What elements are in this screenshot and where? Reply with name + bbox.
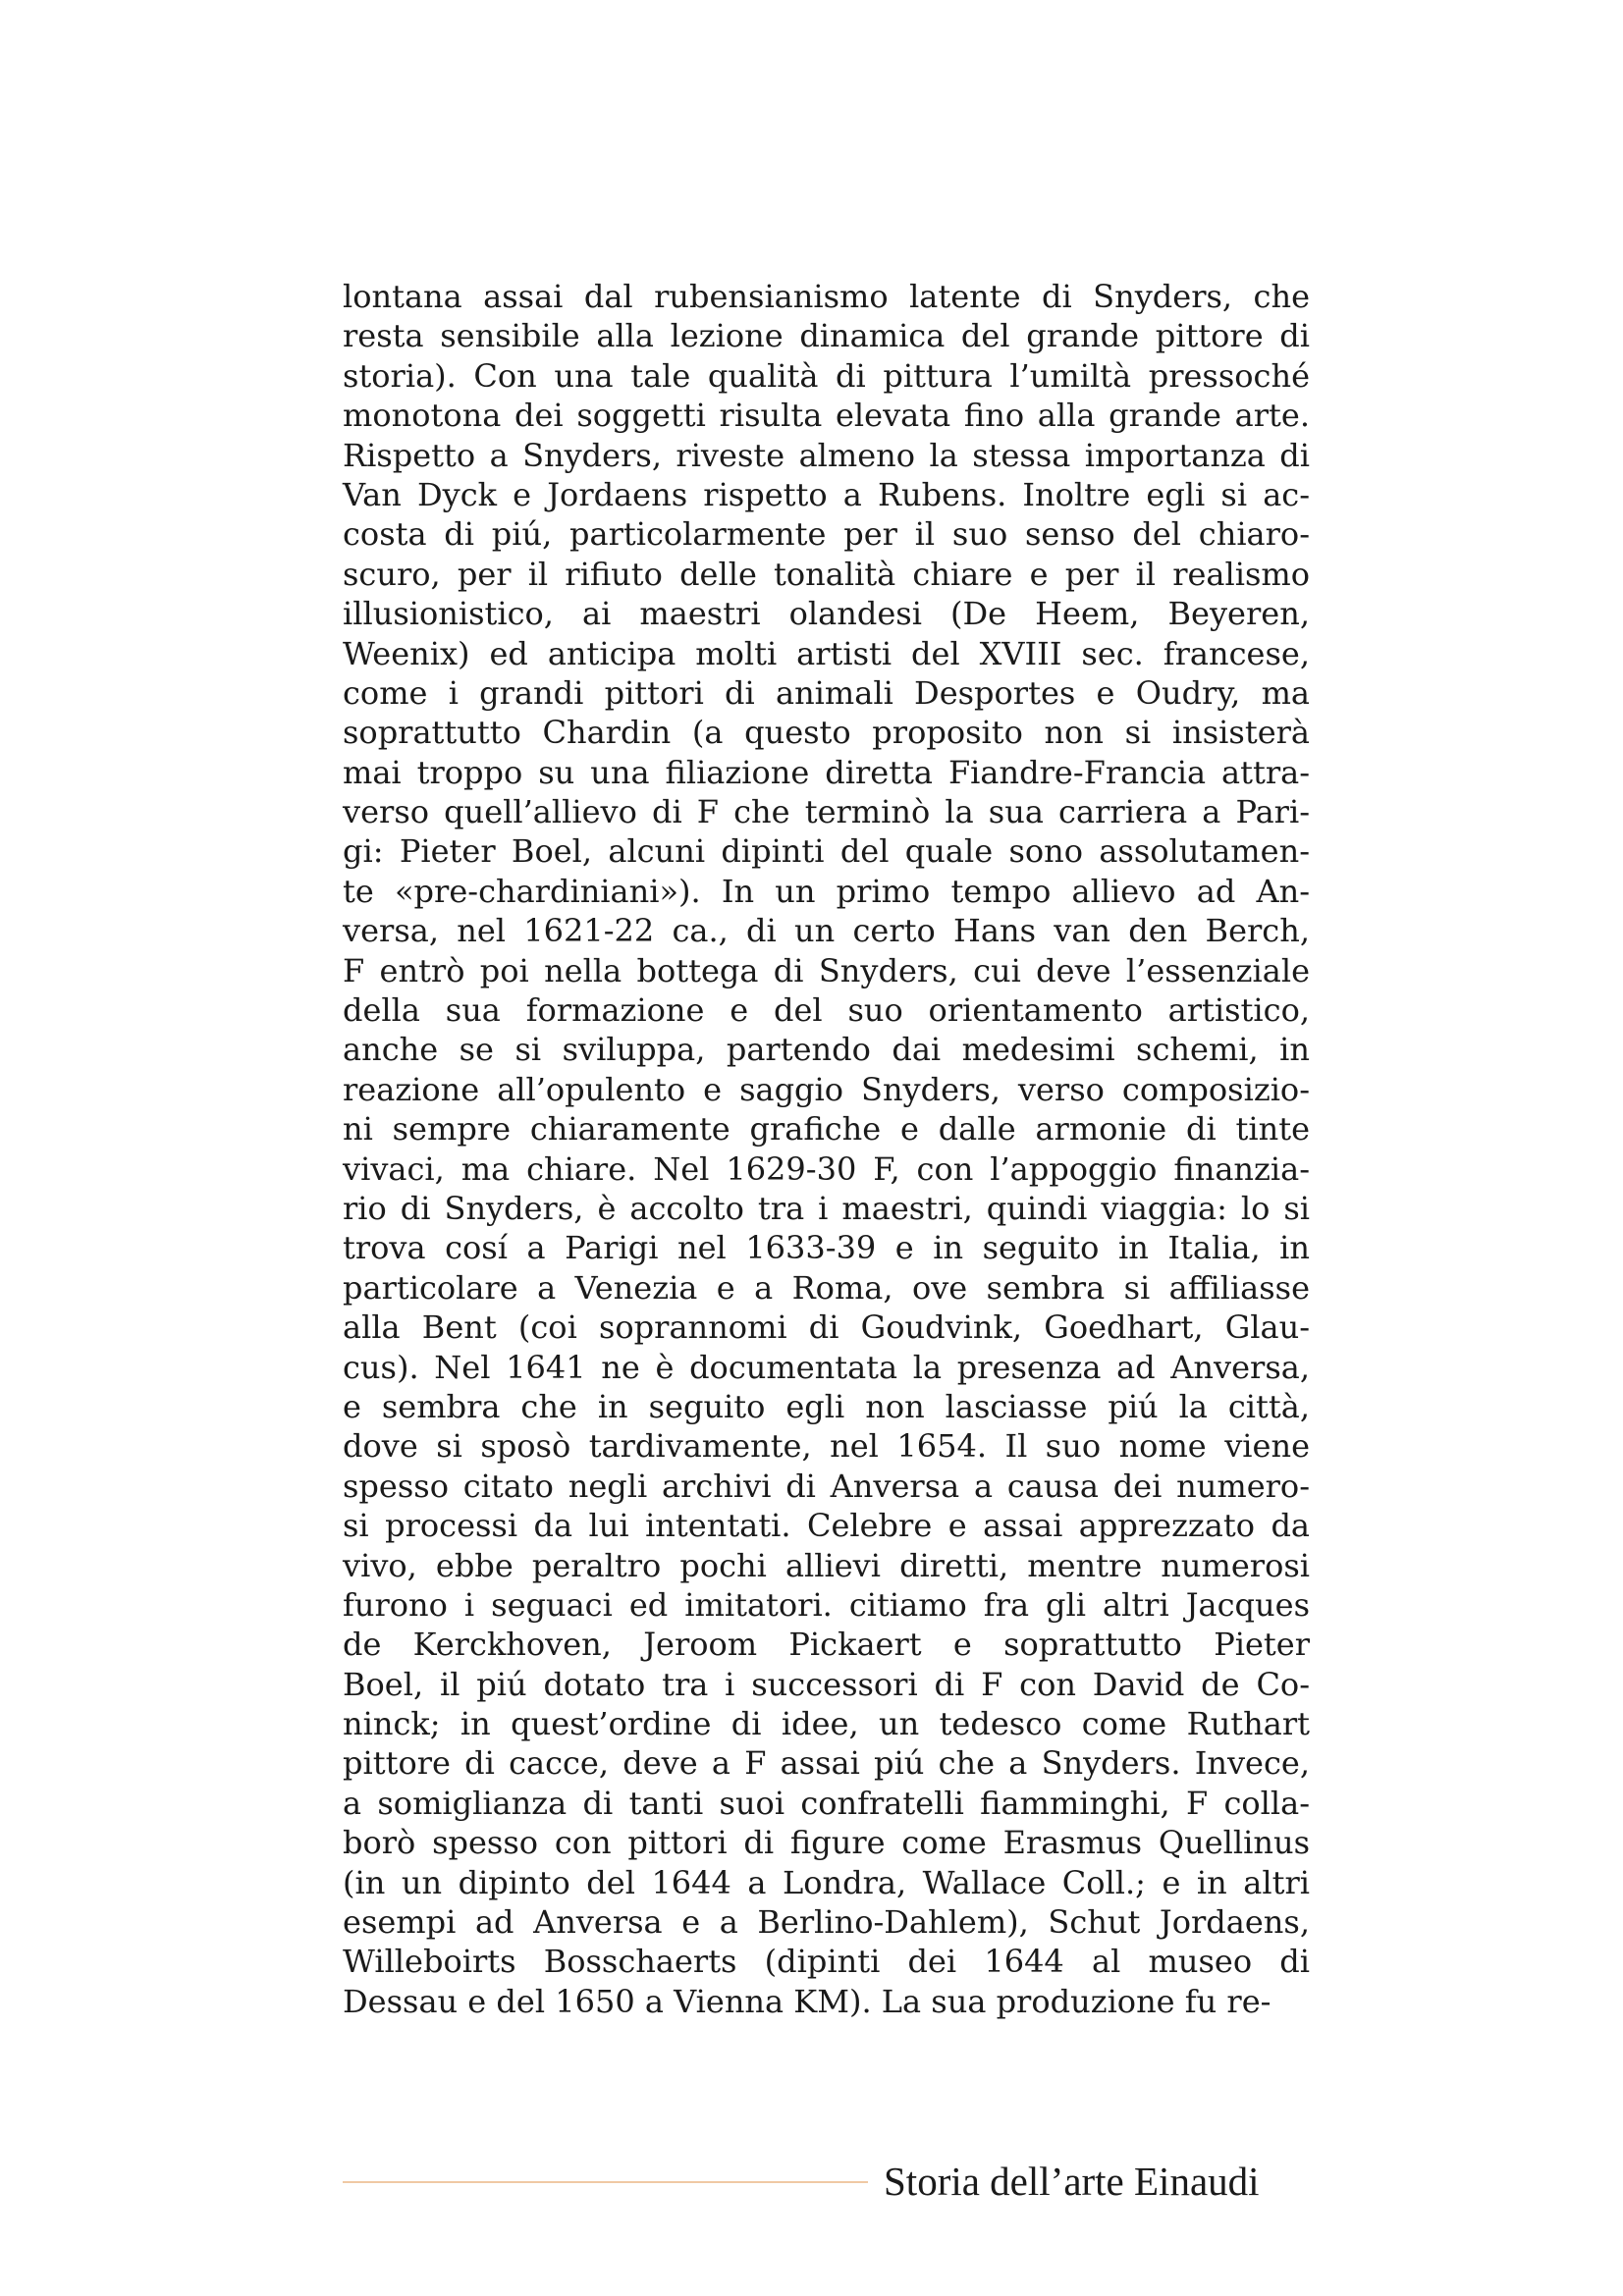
text-line: Boel, il piú dotato tra i successori di F con David de Co- xyxy=(343,1665,1310,1703)
text-line: a somiglianza di tanti suoi confratelli fiamminghi, F colla- xyxy=(343,1784,1310,1822)
text-line: Van Dyck e Jordaens rispetto a Rubens. Inoltre egli si ac- xyxy=(343,475,1310,513)
text-line: cus). Nel 1641 ne è documentata la presenza ad Anversa, xyxy=(343,1348,1310,1386)
text-line: rio di Snyders, è accolto tra i maestri, quindi viaggia: lo si xyxy=(343,1189,1310,1227)
text-line: si processi da lui intentati. Celebre e assai apprezzato da xyxy=(343,1507,1310,1545)
text-line: e sembra che in seguito egli non lasciasse piú la città, xyxy=(343,1387,1310,1425)
text-line: trova cosí a Parigi nel 1633-39 e in seguito in Italia, in xyxy=(343,1229,1310,1267)
text-line: scuro, per il rifiuto delle tonalità chiare e per il realismo xyxy=(343,555,1310,593)
text-line: mai troppo su una filiazione diretta Fiandre-Francia attra- xyxy=(343,753,1310,791)
text-line: monotona dei soggetti risulta elevata fino alla grande arte. xyxy=(343,397,1310,435)
text-line: ninck; in quest’ordine di idee, un tedesco come Ruthart xyxy=(343,1705,1310,1743)
text-line: gi: Pieter Boel, alcuni dipinti del quale sono assolutamen- xyxy=(343,832,1310,871)
text-line: esempi ad Anversa e a Berlino-Dahlem), Schut Jordaens, xyxy=(343,1903,1310,1942)
footer-divider xyxy=(343,2181,868,2183)
text-line: dove si sposò tardivamente, nel 1654. Il suo nome viene xyxy=(343,1427,1310,1466)
text-line: versa, nel 1621-22 ca., di un certo Hans van den Berch, xyxy=(343,912,1310,950)
body-text xyxy=(343,277,1310,2021)
text-line: anche se si sviluppa, partendo dai medesimi schemi, in xyxy=(343,1031,1310,1069)
text-line: Weenix) ed anticipa molti artisti del XVIII sec. francese, xyxy=(343,634,1310,672)
text-line: storia). Con una tale qualità di pittura l’umiltà pressoché xyxy=(343,356,1310,395)
text-line: della sua formazione e del suo orientamento artistico, xyxy=(343,991,1310,1030)
footer-title: Storia dell’arte Einaudi xyxy=(884,2159,1260,2204)
text-line: reazione all’opulento e saggio Snyders, verso composizio- xyxy=(343,1070,1310,1108)
text-line: spesso citato negli archivi di Anversa a causa dei numero- xyxy=(343,1467,1310,1505)
text-line: Dessau e del 1650 a Vienna KM). La sua produzione fu re- xyxy=(343,1982,1271,2020)
text-line: costa di piú, particolarmente per il suo senso del chiaro- xyxy=(343,515,1310,554)
text-line: vivo, ebbe peraltro pochi allievi diretti, mentre numerosi xyxy=(343,1546,1310,1584)
text-line: lontana assai dal rubensianismo latente di Snyders, che xyxy=(343,278,1310,315)
text-line: pittore di cacce, deve a F assai piú che a Snyders. Invece, xyxy=(343,1744,1310,1783)
text-line: borò spesso con pittori di figure come Erasmus Quellinus xyxy=(343,1824,1310,1862)
text-line: de Kerckhoven, Jeroom Pickaert e soprattutto Pieter xyxy=(343,1626,1310,1664)
text-line: te «pre-chardiniani»). In un primo tempo allievo ad An- xyxy=(343,872,1310,910)
text-line: illusionistico, ai maestri olandesi (De Heem, Beyeren, xyxy=(343,595,1310,633)
text-line: (in un dipinto del 1644 a Londra, Wallace Coll.; e in altri xyxy=(343,1863,1310,1901)
text-line: Willeboirts Bosschaerts (dipinti dei 1644 al museo di xyxy=(343,1943,1310,1981)
text-line: soprattutto Chardin (a questo proposito non si insisterà xyxy=(343,714,1310,752)
text-line: particolare a Venezia e a Roma, ove sembra si affiliasse xyxy=(343,1268,1310,1307)
text-line: ni sempre chiaramente grafiche e dalle armonie di tinte xyxy=(343,1110,1310,1148)
text-line: Rispetto a Snyders, riveste almeno la stessa importanza di xyxy=(343,436,1310,474)
text-line: come i grandi pittori di animali Desportes e Oudry, ma xyxy=(343,673,1310,712)
text-line: verso quell’allievo di F che terminò la sua carriera a Pari- xyxy=(343,793,1310,831)
text-line: alla Bent (coi soprannomi di Goudvink, Goedhart, Glau- xyxy=(343,1308,1310,1347)
text-line: vivaci, ma chiare. Nel 1629-30 F, con l’appoggio finanzia- xyxy=(343,1149,1310,1188)
text-line: resta sensibile alla lezione dinamica del grande pittore di xyxy=(343,317,1310,355)
text-line: F entrò poi nella bottega di Snyders, cui deve l’essenziale xyxy=(343,951,1310,989)
text-line: furono i seguaci ed imitatori. citiamo fra gli altri Jacques xyxy=(343,1585,1310,1624)
